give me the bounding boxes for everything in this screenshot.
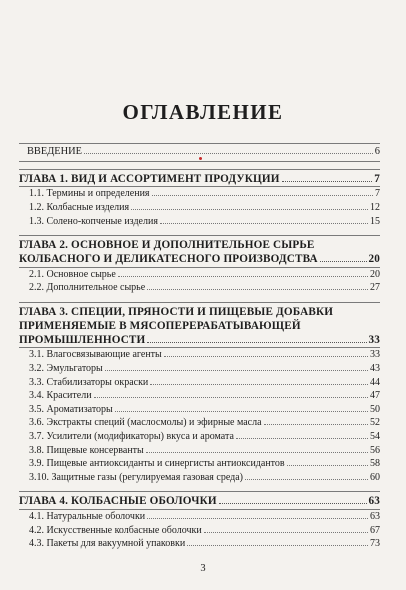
toc-entry-label: 2.1. Основное сырье (29, 268, 116, 280)
toc-entry-label: 3.1. Влагосвязывающие агенты (29, 349, 162, 361)
dot-leader (245, 479, 368, 480)
toc-entry-label: 3.2. Эмульгаторы (29, 362, 103, 374)
toc-entry-section (19, 471, 380, 485)
chapter-title-line: ПРИМЕНЯЕМЫЕ В МЯСОПЕРЕРАБАТЫВАЮЩЕЙ (19, 319, 301, 332)
toc-entry-label: 4.1. Натуральные оболочки (29, 511, 146, 523)
toc-page-number: 52 (370, 417, 380, 429)
chapter-title-row (19, 495, 380, 509)
toc-entry-section (19, 201, 380, 215)
toc-entry-label: 4.2. Искусственные колбасные оболочки (29, 524, 202, 536)
toc-entry-label: 3.8. Пищевые консерванты (29, 444, 144, 456)
dot-leader (164, 356, 368, 357)
dot-leader (94, 397, 368, 398)
toc-entry-section (19, 376, 380, 390)
dot-leader (287, 465, 368, 466)
toc-entry-label: ВВЕДЕНИЕ (27, 146, 82, 157)
dot-leader (187, 545, 368, 546)
toc-entry-label: 3.9. Пищевые антиоксиданты и синергисты антиоксидантов (29, 458, 285, 470)
toc-page-number: 43 (370, 362, 380, 374)
chapter-title-line: ГЛАВА 1. ВИД И АССОРТИМЕНТ ПРОДУКЦИИ (19, 172, 280, 185)
toc-entry-introduction (19, 145, 380, 159)
toc-page-number: 58 (370, 458, 380, 470)
dot-leader (146, 452, 368, 453)
toc-page-number: 56 (370, 444, 380, 456)
toc-entry-section (19, 537, 380, 551)
toc-entry-label: 4.3. Пакеты для вакуумной упаковки (29, 538, 186, 550)
chapter-title-line: ПРОМЫШЛЕННОСТИ (19, 333, 146, 346)
toc-page-number: 20 (368, 252, 380, 265)
toc-entry-section (19, 510, 380, 524)
toc-entry-section (19, 281, 380, 295)
toc-entry-section (19, 457, 380, 471)
page-number: 3 (200, 563, 206, 574)
toc-page-number: 73 (370, 538, 380, 550)
toc-page-number: 63 (370, 511, 380, 523)
chapter-title-row (19, 253, 380, 267)
divider (19, 143, 380, 144)
chapter-heading (19, 306, 380, 347)
toc-page-number: 44 (370, 376, 380, 388)
dot-leader (320, 261, 367, 262)
toc-entry-section (19, 215, 380, 229)
toc-entry-section (19, 524, 380, 538)
toc-page-number: 7 (375, 188, 380, 200)
divider (19, 491, 380, 492)
dot-leader (147, 518, 368, 519)
chapter-title-line: ГЛАВА 4. КОЛБАСНЫЕ ОБОЛОЧКИ (19, 495, 217, 508)
toc-page-number: 27 (370, 282, 380, 294)
toc-page-number: 12 (370, 201, 380, 213)
toc-entry-label: 1.1. Термины и определения (29, 188, 150, 200)
toc-entry-section (19, 444, 380, 458)
toc-page-number: 7 (374, 172, 380, 185)
chapter-title-row (19, 173, 380, 187)
dot-leader (105, 370, 368, 371)
chapter-title-line: ГЛАВА 3. СПЕЦИИ, ПРЯНОСТИ И ПИЩЕВЫЕ ДОБАВКИ (19, 305, 334, 318)
toc-page-number: 33 (370, 349, 380, 361)
dot-leader (152, 195, 373, 196)
toc-entry-label: 1.3. Солено-копченые изделия (29, 215, 158, 227)
chapter-title-line: КОЛБАСНОГО И ДЕЛИКАТЕСНОГО ПРОИЗВОДСТВА (19, 252, 318, 265)
divider (19, 235, 380, 236)
toc-entry-section (19, 348, 380, 362)
toc-page-number: 6 (374, 146, 380, 157)
toc-entry-section (19, 187, 380, 201)
dot-leader (264, 424, 368, 425)
toc-entry-section (19, 403, 380, 417)
toc-entry-label: 3.10. Защитные газы (регулируемая газовая среда) (29, 471, 243, 483)
toc-entry-label: 3.5. Ароматизаторы (29, 403, 113, 415)
page-title: ОГЛАВЛЕНИЕ (122, 100, 284, 124)
divider (19, 161, 380, 162)
toc-entry-section (19, 430, 380, 444)
toc-page-number: 50 (370, 403, 380, 415)
toc-page-number: 33 (368, 333, 380, 346)
dot-leader (282, 181, 373, 182)
dot-leader (84, 153, 373, 154)
toc-entry-label: 3.3. Стабилизаторы окраски (29, 376, 149, 388)
toc-entry-label: 3.6. Экстракты специй (маслосмолы) и эфирные масла (29, 417, 262, 429)
dot-leader (147, 342, 366, 343)
dot-leader (131, 209, 368, 210)
toc-entry-label: 2.2. Дополнительное сырье (29, 282, 146, 294)
dot-leader (219, 503, 367, 504)
toc-entry-section (19, 268, 380, 282)
toc-page-number: 20 (370, 268, 380, 280)
toc-page-number: 63 (368, 495, 380, 508)
divider (19, 302, 380, 303)
toc-entry-label: 3.7. Усилители (модификаторы) вкуса и аромата (29, 430, 234, 442)
toc-page-number: 47 (370, 390, 380, 402)
divider (19, 169, 380, 170)
toc-entry-section (19, 362, 380, 376)
chapter-heading (19, 173, 380, 187)
dot-leader (150, 384, 368, 385)
dot-leader (118, 276, 368, 277)
toc-entry-label: 3.4. Красители (29, 390, 92, 402)
chapter-heading (19, 239, 380, 267)
dot-leader (236, 438, 368, 439)
dot-leader (115, 411, 368, 412)
chapter-title-line: ГЛАВА 2. ОСНОВНОЕ И ДОПОЛНИТЕЛЬНОЕ СЫРЬЕ (19, 239, 315, 252)
toc-page-number: 15 (370, 215, 380, 227)
toc-entry-label: 1.2. Колбасные изделия (29, 201, 130, 213)
dot-leader (204, 532, 368, 533)
chapter-title-row (19, 334, 380, 348)
toc-page-number: 54 (370, 430, 380, 442)
toc-entry-section (19, 416, 380, 430)
dot-leader (160, 223, 368, 224)
table-of-contents (19, 143, 380, 551)
toc-entry-section (19, 389, 380, 403)
chapter-heading (19, 495, 380, 509)
toc-page-number: 60 (370, 471, 380, 483)
dot-leader (147, 289, 368, 290)
toc-page-number: 67 (370, 524, 380, 536)
